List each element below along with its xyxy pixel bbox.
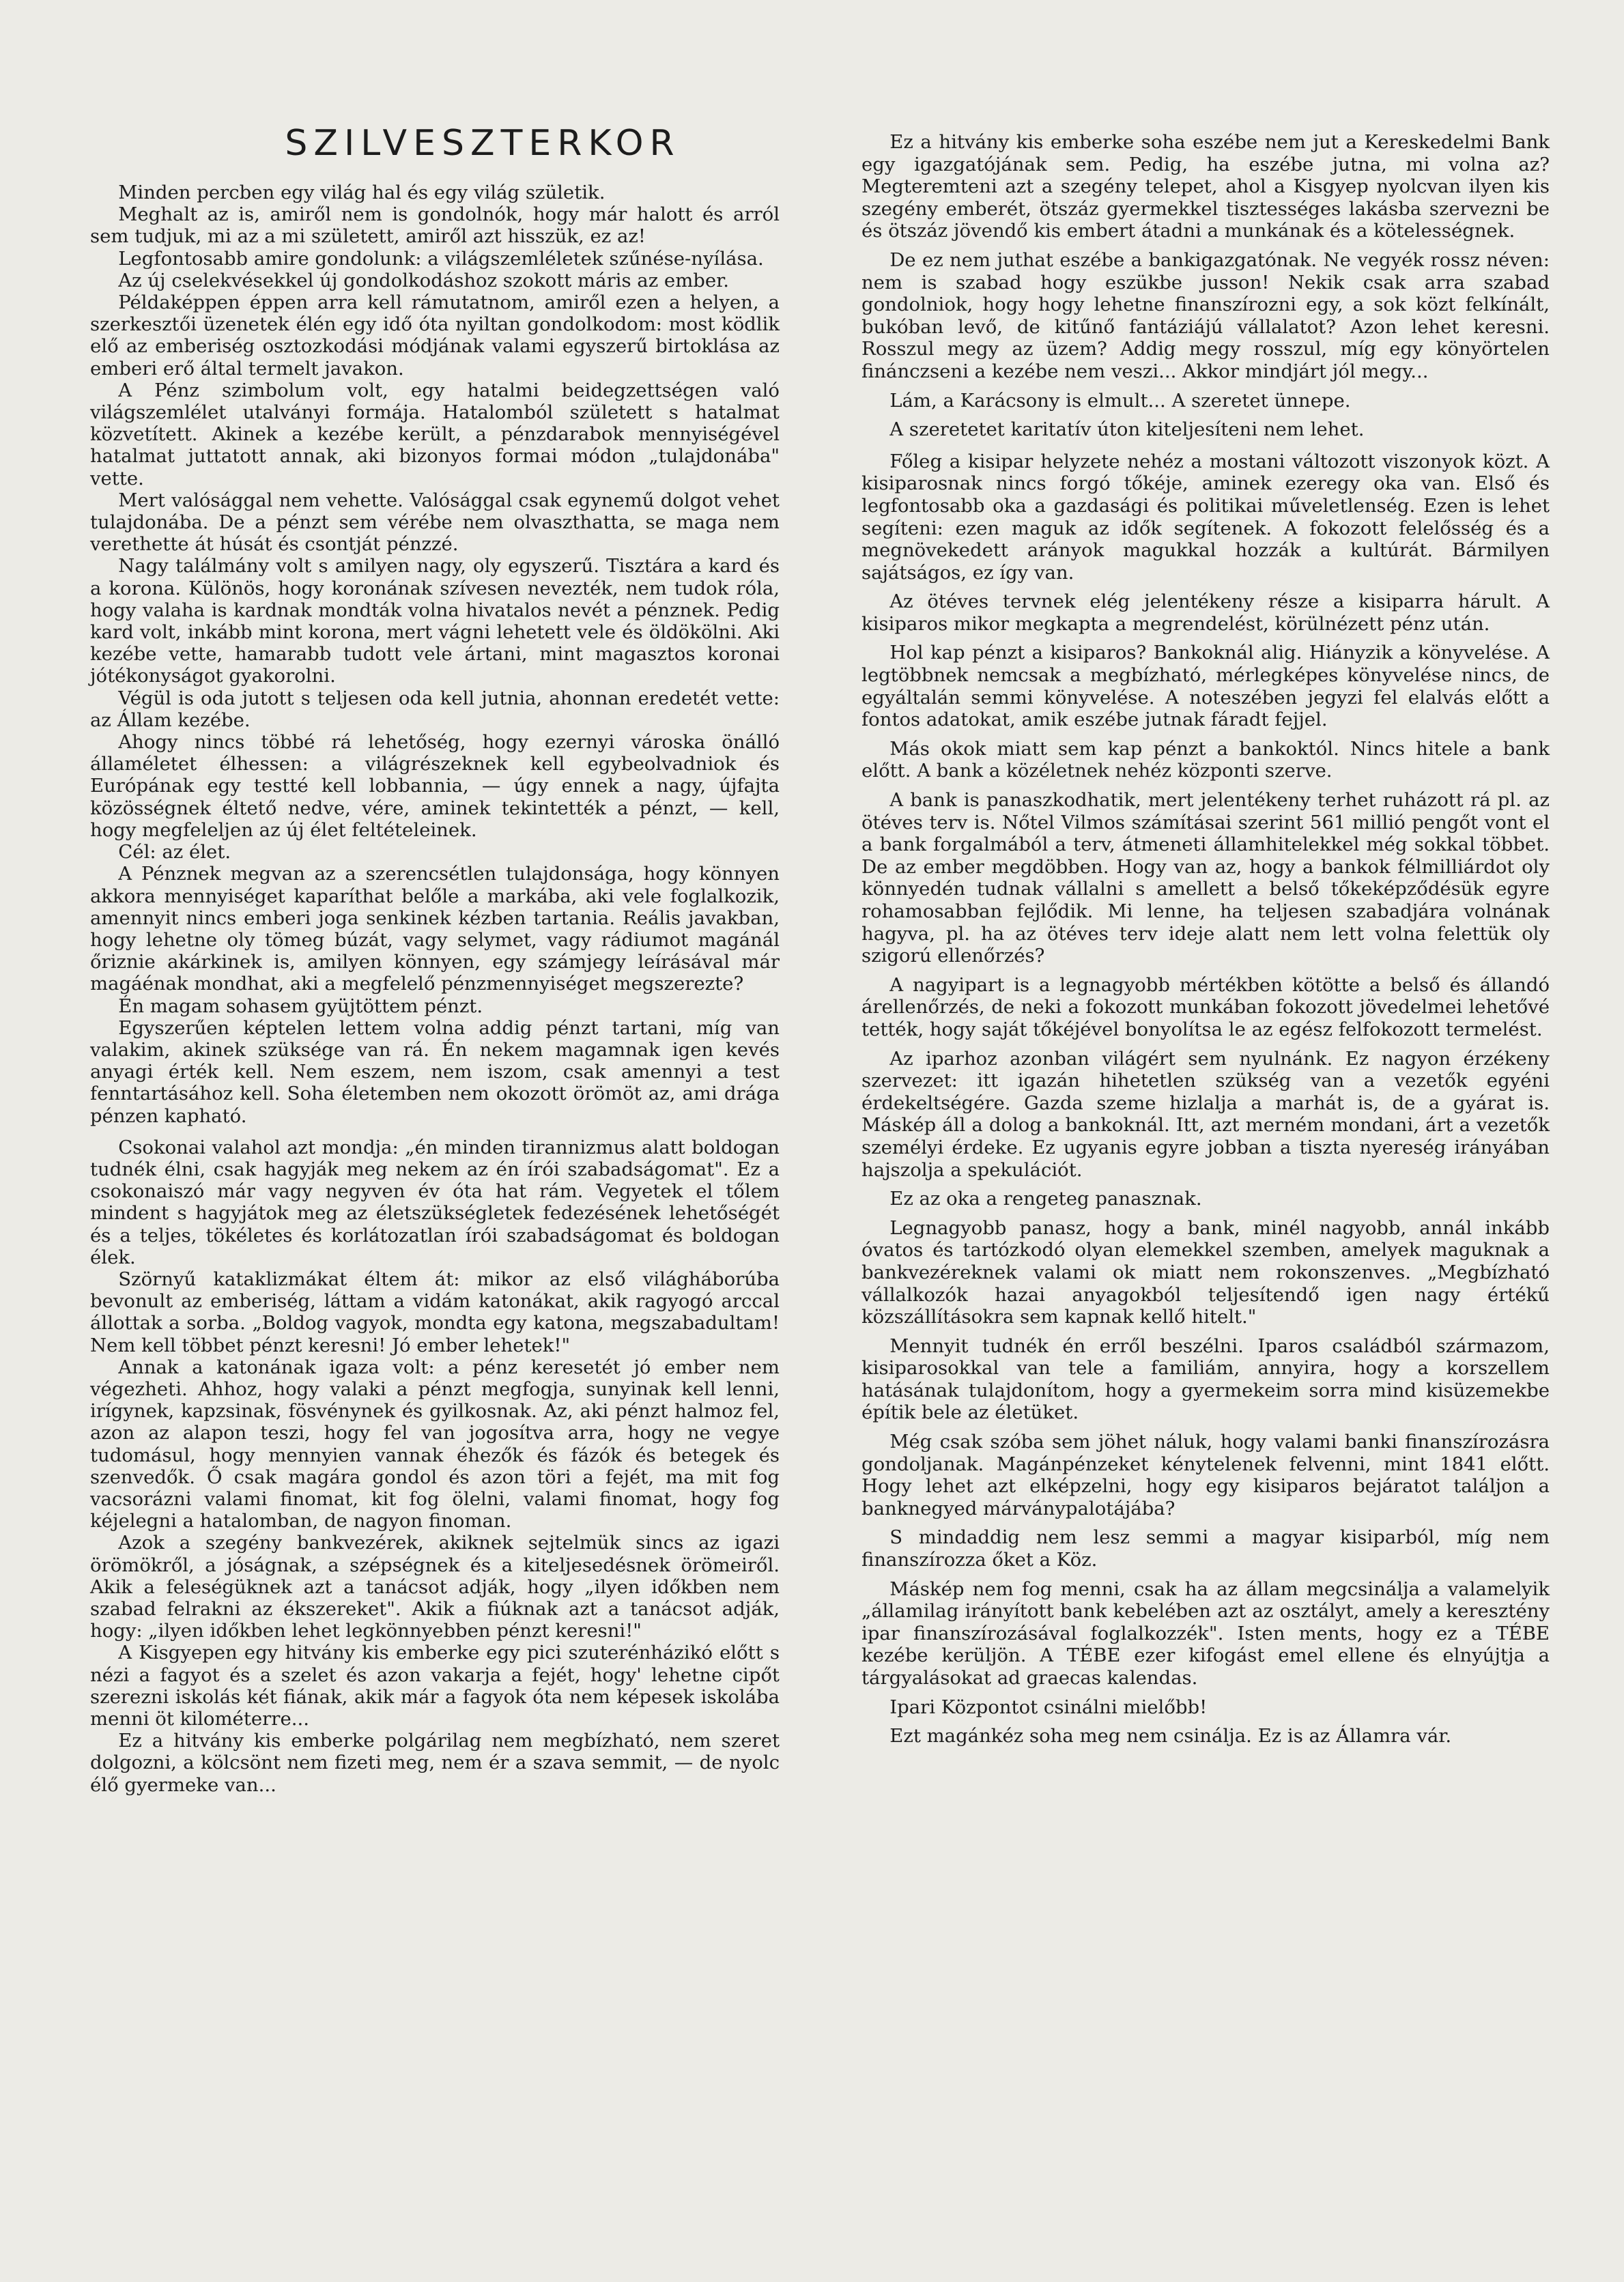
paragraph: A nagyipart is a legnagyobb mértékben kötötte a belső és állandó árellenőrzés, de neki a fokozott munkában fokozott jövedelmei lehetővé tették, hogy saját tőkéjével bonyolítsa le az egész felfokozott termelést. [861, 973, 1550, 1040]
paragraph: S mindaddig nem lesz semmi a magyar kisiparból, míg nem finanszírozza őket a Köz. [861, 1526, 1550, 1571]
paragraph: Egyszerűen képtelen lettem volna addig pénzt tartani, míg van valakim, akinek szüksége van rá. Én nekem magamnak igen kevés anyagi érték kell. Nem eszem, nem iszom, csak amennyi a test fenntartásához kell. Soha életemben nem okozott örömöt az, ami drága pénzen kapható. [90, 1016, 780, 1127]
paragraph: Ipari Központot csinálni mielőbb! [889, 1696, 1208, 1718]
paragraph: Ezt magánkéz soha meg nem csinálja. Ez is az Államra vár. [889, 1725, 1452, 1748]
article-title: SZILVESZTERKOR [285, 123, 681, 164]
paragraph: Lám, a Karácsony is elmult... A szeretet ünnepe. [889, 389, 1351, 412]
paragraph: A Kisgyepen egy hitvány kis emberke egy pici szuterénházikó előtt s nézi a fagyot és a szelet és azon vakarja a fejét, hogy' lehetne cipőt szerezni iskolás két fiának, akik már a fagyok óta nem képesek iskolába menni öt kilométerre... [90, 1642, 780, 1730]
right-column [861, 131, 1550, 1754]
paragraph: Nagy találmány volt s amilyen nagy, oly egyszerű. Tisztára a kard és a korona. Különös, hogy koronának szívesen nevezték, nem tudok róla, hogy valaha is kardnak mondták volna hivatalos nevét a pénznek. Pedig kard volt, inkább mint korona, mert vágni lehetett vele és öldökölni. Aki kezébe vette, hamarabb tudott vele ártani, mint magasztos koronai jótékonyságot gyakorolni. [90, 555, 780, 687]
paragraph: Példaképpen éppen arra kell rámutatnom, amiről ezen a helyen, a szerkesztői üzenetek élén egy idő óta nyiltan gondolkodom: most ködlik elő az emberiség osztozkodási módjának valami egyszerű birtoklása az emberi erő által termelt javakon. [90, 291, 780, 380]
paragraph: Hol kap pénzt a kisiparos? Bankoknál alig. Hiányzik a könyvelése. A legtöbbnek nemcsak a megbízható, mérlegképes könyvelése nincs, de egyáltalán semmi könyvelése. A noteszében jegyzi fel elalvás előtt a fontos adatokat, amik eszébe jutnak fáradt fejjel. [861, 642, 1550, 731]
paragraph: A Pénznek megvan az a szerencsétlen tulajdonsága, hogy könnyen akkora mennyiséget kaparíthat belőle a markába, aki vele foglalkozik, amennyit nincs emberi joga senkinek kézben tartania. Reális javakban, hogy lehetne oly tömeg búzát, vagy selymet, vagy rádiumot magánál őriznie akárkinek is, amilyen könnyen, egy számjegy leírásával már magáénak mondhat, aki a megfelelő pénzmennyiséget megszerezte? [90, 863, 780, 995]
paragraph: Máskép nem fog menni, csak ha az állam megcsinálja a valamelyik „államilag irányított bank kebelében azt az osztályt, amely a keresztény ipar finanszírozásával foglalkozzék". Isten ments, hogy ez a TÉBE kezébe kerüljön. A TÉBE ezer kifogást emel ellene és elnyújtja a tárgyalásokat ad graecas kalendas. [861, 1578, 1550, 1689]
paragraph: Az ötéves tervnek elég jelentékeny része a kisiparra hárult. A kisiparos mikor megkapta a megrendelést, körülnézett pénz után. [861, 590, 1550, 635]
paragraph: Még csak szóba sem jöhet náluk, hogy valami banki finanszírozásra gondoljanak. Magánpénzeket kénytelenek felvenni, mint 1841 előtt. Hogy lehet azt elképzelni, hogy egy kisiparos bejáratot találjon a banknegyed márványpalotájába? [861, 1431, 1550, 1520]
paragraph: Az új cselekvésekkel új gondolkodáshoz szokott máris az ember. [118, 269, 730, 291]
paragraph: Ez a hitvány kis emberke soha eszébe nem jut a Kereskedelmi Bank egy igazgatójának sem. Pedig, ha eszébe jutna, mi volna az? Megteremteni azt a szegény telepet, ahol a Kisgyep nyolcvan ilyen kis szegény emberét, ötszáz gyermekkel tisztességes lakásba szervezni be és ötszáz jövendő kis embert átadni a munkának és a kötelességnek. [861, 131, 1550, 242]
paragraph: Legnagyobb panasz, hogy a bank, minél nagyobb, annál inkább óvatos és tartózkodó olyan elemekkel szemben, amelyek maguknak a bankvezéreknek valami ok miatt nem rokonszenves. „Megbízható vállalkozók hazai anyagokból teljesítendő igen nagy értékű közszállításokra sem kapnak kellő hitelt." [861, 1216, 1550, 1328]
left-column-body [90, 182, 780, 1796]
paragraph: Ez az oka a rengeteg panasznak. [889, 1188, 1202, 1210]
paragraph: A szeretetet karitatív úton kiteljesíteni nem lehet. [889, 418, 1365, 441]
paragraph: Azok a szegény bankvezérek, akiknek sejtelmük sincs az igazi örömökről, a jóságnak, a szépségnek és a kiteljesedésnek örömeiről. Akik a feleségüknek azt a tanácsot adják, hogy „ilyen időkben nem szabad felrakni az ékszereket". Akik a fiúknak azt a tanácsot adják, hogy: „ilyen időkben lehet legkönnyebben pénzt keresni!" [90, 1532, 780, 1642]
paragraph: Legfontosabb amire gondolunk: a világszemléletek szűnése-nyílása. [118, 247, 764, 270]
right-column-body [861, 131, 1550, 1748]
paragraph: Mennyit tudnék én erről beszélni. Iparos családból származom, kisiparosokkal van tele a familiám, annyira, hogy a korszellem hatásának tulajdonítom, hogy a gyermekeim sorra mind kisüzemekbe építik bele az életüket. [861, 1335, 1550, 1424]
paragraph: Csokonai valahol azt mondja: „én minden tirannizmus alatt boldogan tudnék élni, csak hagyják meg nekem az én írói szabadságomat". Ez a csokonaiszó már vagy negyven év óta hat rám. Vegyetek el tőlem mindent s hagyjátok meg az életszükségletek fedezésének lehetőségét és a teljes, tökéletes és korlátozatlan írói szabadságomat és boldogan élek. [90, 1136, 780, 1268]
paragraph: A Pénz szimbolum volt, egy hatalmi beidegzettségen való világszemlélet utalványi formája. Hatalomból született s hatalmat közvetített. Akinek a kezébe került, a pénzdarabok mennyiségével hatalmat juttatott annak, aki bizonyos formai módon „tulajdonába" vette. [90, 379, 780, 489]
paragraph: Ez a hitvány kis emberke polgárilag nem megbízható, nem szeret dolgozni, a kölcsönt nem fizeti meg, nem ér a szava semmit, — de nyolc élő gyermeke van... [90, 1730, 780, 1796]
paragraph: Más okok miatt sem kap pénzt a bankoktól. Nincs hitele a bank előtt. A bank a közéletnek nehéz központi szerve. [861, 737, 1550, 782]
paragraph: Én magam sohasem gyüjtöttem pénzt. [118, 995, 483, 1017]
paragraph: Mert valósággal nem vehette. Valósággal csak egynemű dolgot vehet tulajdonába. De a pénzt sem vérébe nem olvaszthatta, se maga nem verethette át húsát és csontját pénzzé. [90, 489, 780, 556]
paragraph: De ez nem juthat eszébe a bankigazgatónak. Ne vegyék rossz néven: nem is szabad hogy eszükbe jusson! Nekik csak arra szabad gondolniok, hogy hogy lehetne finanszírozni egy, a sok közt felkínált, bukóban levő, de kitűnő fantáziájú vállalatot? Azon lehet keresni. Rosszul megy az üzem? Addig megy rosszul, míg egy könyörtelen finánczseni a kezébe nem veszi... Akkor mindjárt jól megy... [861, 248, 1550, 382]
paragraph: Az iparhoz azonban világért sem nyulnánk. Ez nagyon érzékeny szervezet: itt igazán hihetetlen szükség van a vezetők egyéni érdekeltségére. Gazda szeme hizlalja a marhát is, de a gyárat is. Máskép áll a dolog a bankoknál. Itt, azt merném mondani, árt a vezetők személyi érdeke. Ez ugyanis egyre jobban a tiszta nyereség irányában hajszolja a spekulációt. [861, 1047, 1550, 1181]
paragraph: Annak a katonának igaza volt: a pénz keresetét jó ember nem végezheti. Ahhoz, hogy valaki a pénzt megfogja, sunyinak kell lenni, irígynek, kapzsinak, fösvénynek és gyilkosnak. Az, aki pénzt halmoz fel, azon az alapon teszi, hogy fel van jogosítva arra, hogy ne vegye tudomásul, hogy mennyien vannak éhezők és fázók és betegek és szenvedők. Ő csak magára gondol és azon töri a fejét, ma mit fog vacsorázni valami finomat, kit fog ölelni, valami finomat, hogy fog kéjelegni a hatalomban, de nagyon finoman. [90, 1356, 780, 1532]
paragraph: A bank is panaszkodhatik, mert jelentékeny terhet ruházott rá pl. az ötéves terv is. Nőtel Vilmos számításai szerint 561 millió pengőt vont el a bank forgalmából a terv, átmeneti államhitelekkel még sokkal többet. De az ember megdöbben. Hogy van az, hogy a bankok félmilliárdot oly könnyedén tudnak vállalni s amellett a belső tőkeképződésük egyre rohamosabban fejlődik. Mi lenne, ha teljesen szabadjára volnának hagyva, pl. ha az ötéves terv ideje alatt nem lett volna felettük oly szigorú ellenőrzés? [861, 789, 1550, 967]
paragraph: Minden percben egy világ hal és egy világ születik. [118, 182, 606, 203]
paragraph: Szörnyű kataklizmákat éltem át: mikor az első világháborúba bevonult az emberiség, láttam a vidám katonákat, akik ragyogó arccal állottak a sorba. „Boldog vagyok, mondta egy katona, megszabadultam! Nem kell többet pénzt keresni! Jó ember lehetek!" [90, 1268, 780, 1356]
paragraph: Cél: az élet. [118, 841, 231, 864]
paragraph: Ahogy nincs többé rá lehetőség, hogy ezernyi városka önálló államéletet élhessen: a világrészeknek kell egybeolvadniok és Európának egy testté kell lobbannia, — úgy ennek a nagy, újfajta közösségnek éltető nedve, vére, aminek tekintették a pénzt, — kell, hogy megfeleljen az új élet feltételeinek. [90, 731, 780, 841]
paragraph: Főleg a kisipar helyzete nehéz a mostani változott viszonyok közt. A kisiparosnak nincs forgó tőkéje, aminek ezeregy oka van. Első és legfontosabb oka a gazdasági és politikai műveletlenség. Ezen is lehet segíteni: ezen maguk az idők segítenek. A fokozott felelősség és a megnövekedett arányok magukkal hozzák a kultúrát. Bármilyen sajátságos, ez így van. [861, 450, 1550, 584]
paragraph: Végül is oda jutott s teljesen oda kell jutnia, ahonnan eredetét vette: az Állam kezébe. [90, 687, 780, 731]
paragraph: Meghalt az is, amiről nem is gondolnók, hogy már halott és arról sem tudjuk, mi az a mi született, amiről azt hisszük, ez az! [90, 203, 780, 248]
left-column [90, 123, 780, 1796]
